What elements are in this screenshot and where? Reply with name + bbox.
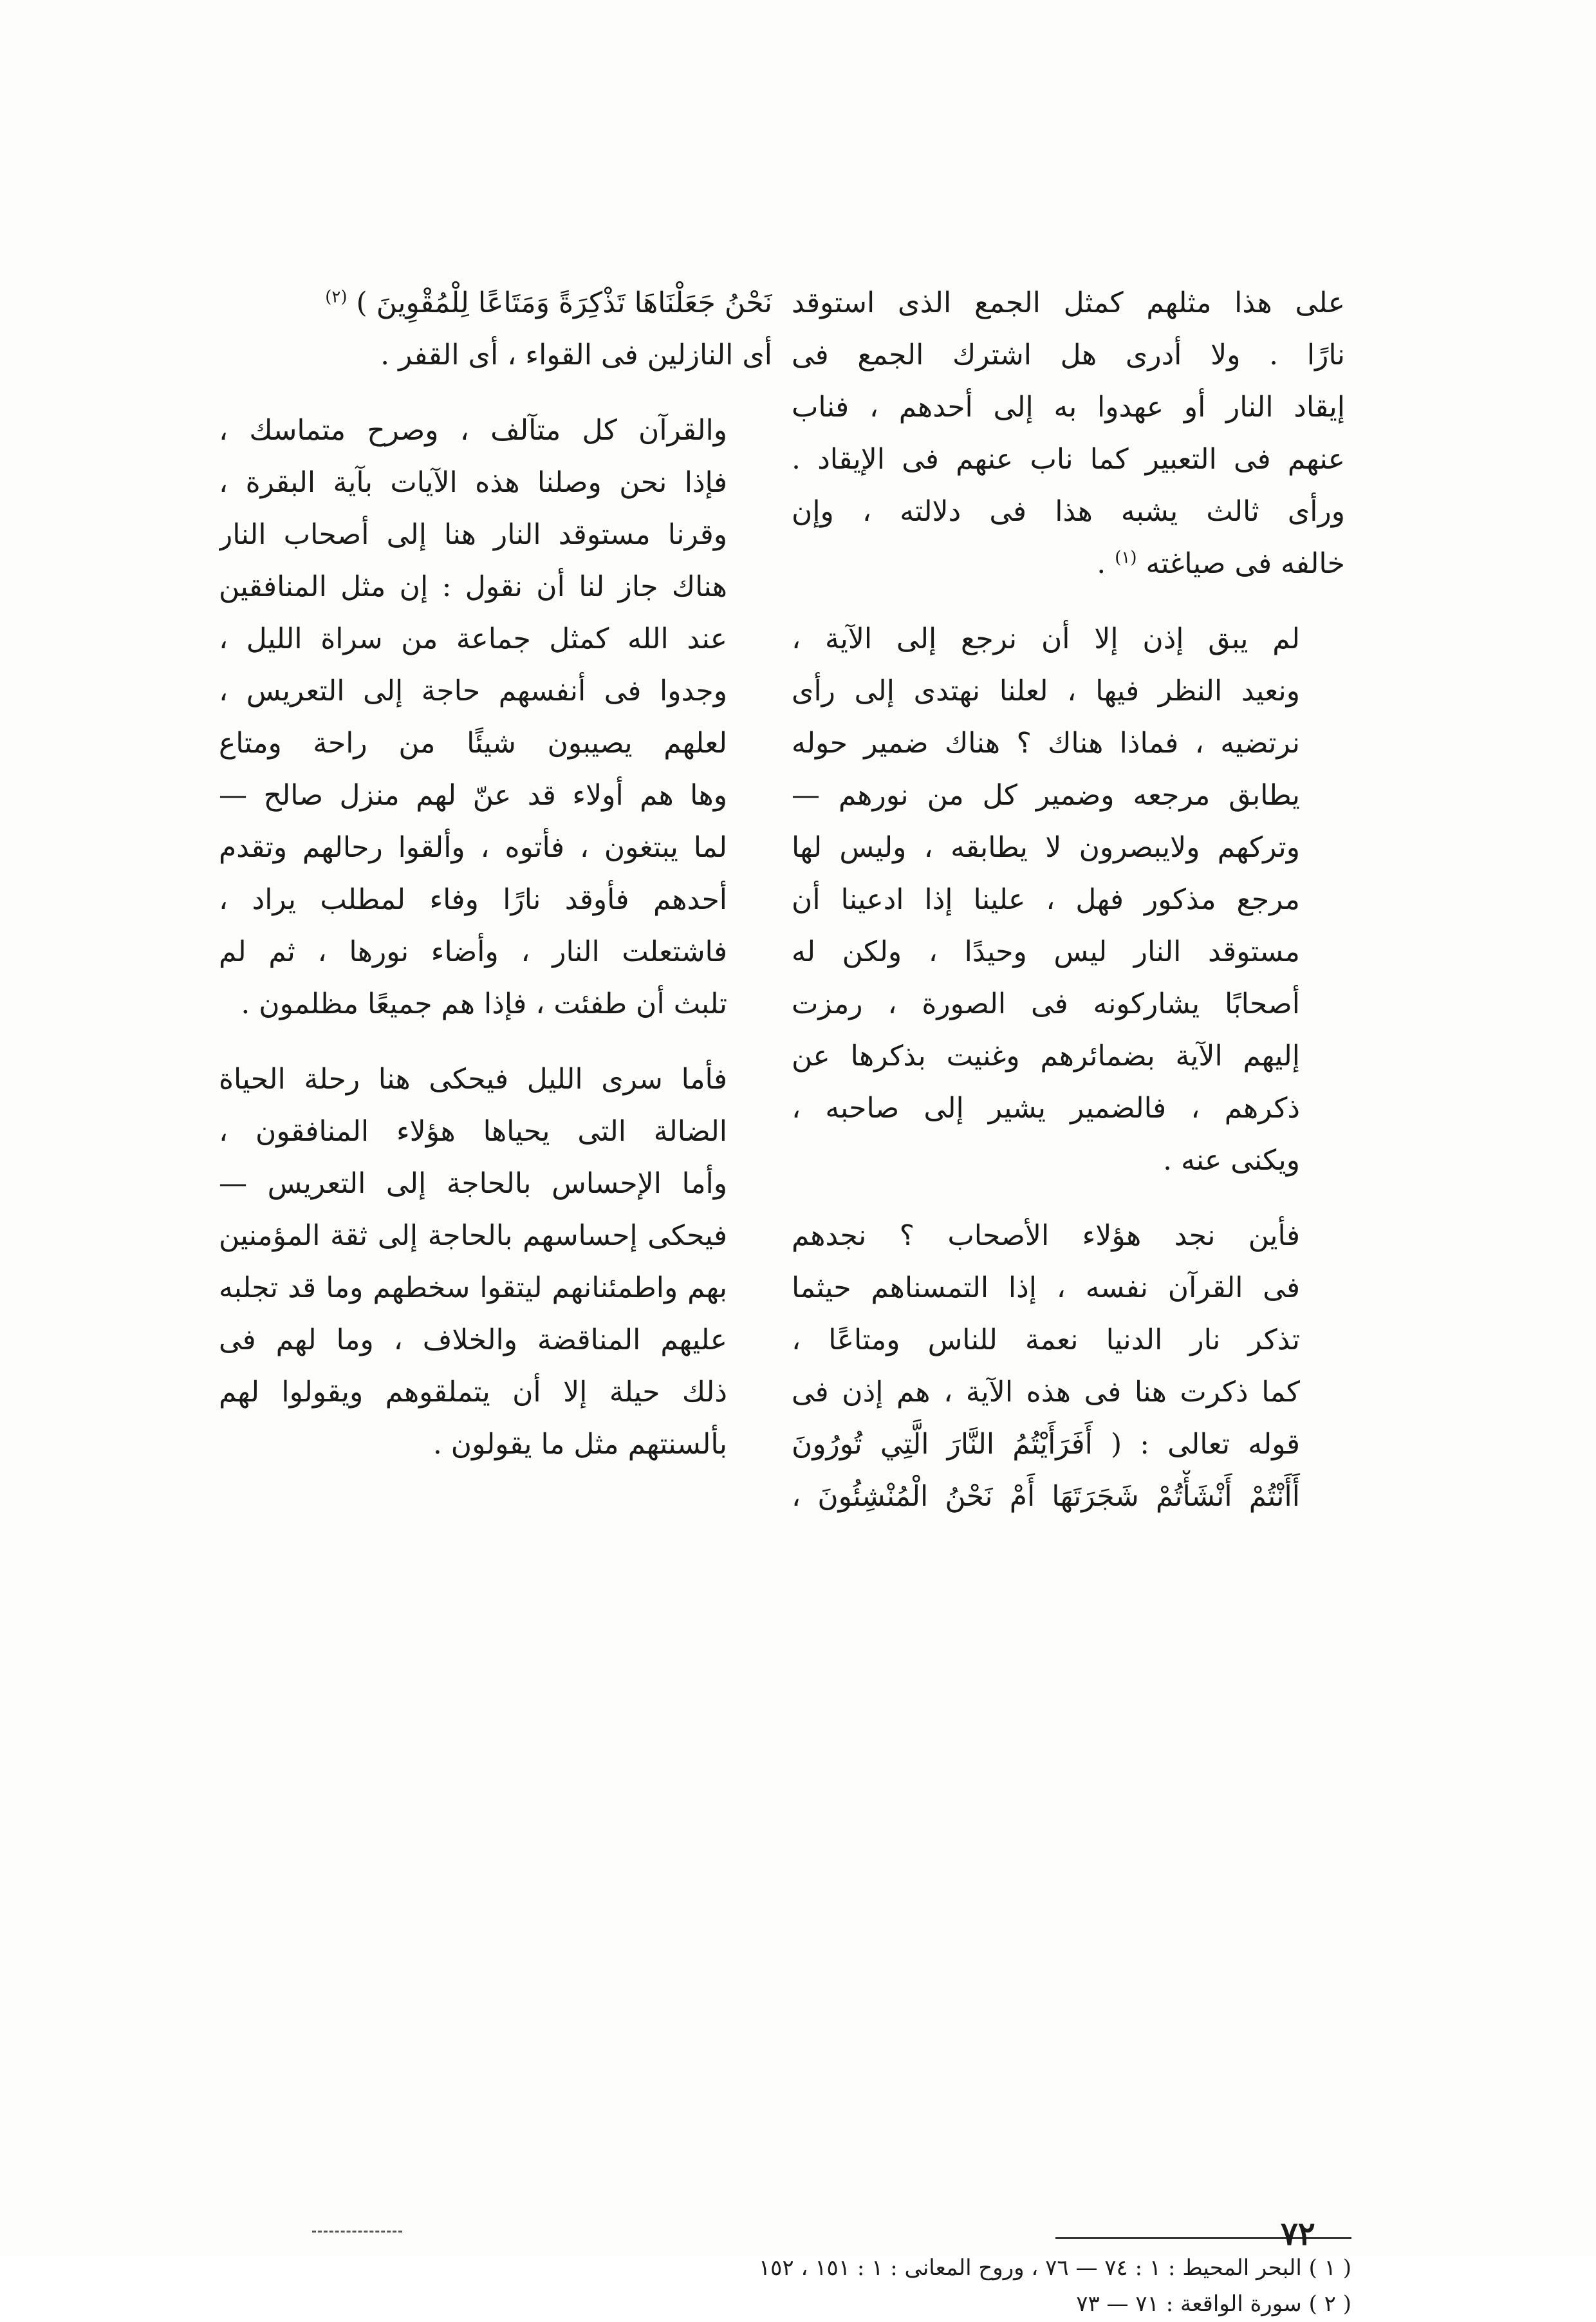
left-paragraph-1 — [219, 277, 772, 381]
text-line: والقرآن كل متآلف ، وصرح متماسك ، — [219, 414, 727, 447]
right-column — [792, 277, 1345, 1522]
text-line: لعلهم يصيبون شيئًا من راحة ومتاع — [219, 727, 727, 760]
text-line: نرتضيه ، فماذا هناك ؟ هناك ضمير حوله — [792, 727, 1300, 760]
left-paragraph-3 — [219, 1053, 772, 1470]
text-line: يطابق مرجعه وضمير كل من نورهم — — [792, 779, 1300, 812]
end-dash-rule — [312, 2231, 402, 2233]
page-number: ٧٢ — [1281, 2214, 1315, 2252]
text-line: أى النازلين فى القواء ، أى القفر . — [380, 339, 772, 371]
text-line: وقرنا مستوقد النار هنا إلى أصحاب النار — [219, 518, 727, 551]
text-line: وتركهم ولايبصرون لا يطابقه ، وليس لها — [792, 831, 1300, 864]
footnote-ref: (٢) — [325, 287, 348, 307]
text-line: ويكنى عنه . — [1163, 1144, 1300, 1177]
footnote-1: ( ١ ) البحر المحيط : ١ : ٧٤ — ٧٦ ، وروح المعانى : ١ : ١٥١ ، ١٥٢ — [758, 2255, 1351, 2281]
text-line: كما ذكرت هنا فى هذه الآية ، هم إذن فى — [792, 1376, 1300, 1409]
text-line: نَحْنُ جَعَلْنَاهَا تَذْكِرَةً وَمَتَاعًا لِلْمُقْوِينَ ) — [356, 286, 772, 319]
text-line: أصحابًا يشاركونه فى الصورة ، رمزت — [792, 988, 1300, 1020]
text-line-with-ref — [219, 277, 772, 329]
text-line: وجدوا فى أنفسهم حاجة إلى التعريس ، — [219, 675, 727, 707]
text-line: خالفه فى صياغته — [1146, 547, 1345, 580]
text-line: فاشتعلت النار ، وأضاء نورها ، ثم لم — [219, 935, 727, 968]
text-line: بهم واطمئنانهم ليتقوا سخطهم وما قد تجلبه — [219, 1271, 727, 1304]
footnotes — [566, 2250, 1351, 2322]
text-line: ذلك حيلة إلا أن يتملقوهم ويقولوا لهم — [219, 1376, 727, 1409]
right-paragraph-1 — [792, 277, 1345, 590]
text-line: الضالة التى يحياها هؤلاء المنافقون ، — [219, 1115, 727, 1148]
footnote-ref: (١) — [1115, 548, 1137, 568]
text-line: عند الله كمثل جماعة من سراة الليل ، — [219, 623, 727, 655]
text-line: وأما الإحساس بالحاجة إلى التعريس — — [219, 1167, 727, 1200]
left-paragraph-2 — [219, 404, 772, 1030]
text-line: فيحكى إحساسهم بالحاجة إلى ثقة المؤمنين — [219, 1219, 727, 1252]
text-line: أَأَنْتُمْ أَنْشَأْتُمْ شَجَرَتَهَا أَمْ نَحْنُ الْمُنْشِئُونَ ، — [792, 1480, 1300, 1513]
text-line: بألسنتهم مثل ما يقولون . — [432, 1428, 727, 1461]
text-line: لما يبتغون ، فأتوه ، وألقوا رحالهم وتقدم — [219, 831, 727, 864]
text-line: أحدهم فأوقد نارًا وفاء لمطلب يراد ، — [219, 883, 727, 916]
footnote-2: ( ٢ ) سورة الواقعة : ٧١ — ٧٣ — [1076, 2291, 1351, 2317]
right-paragraph-2 — [792, 613, 1345, 1186]
text-line: ذكرهم ، فالضمير يشير إلى صاحبه ، — [792, 1092, 1300, 1125]
text-line: إيقاد النار أو عهدوا به إلى أحدهم ، فناب — [792, 391, 1345, 424]
text-line: عنهم فى التعبير كما ناب عنهم فى الإيقاد . — [792, 443, 1345, 476]
text-line: قوله تعالى : ( أَفَرَأَيْتُمُ النَّارَ الَّتِي تُورُونَ — [792, 1428, 1300, 1461]
text-line: تلبث أن طفئت ، فإذا هم جميعًا مظلمون . — [241, 988, 727, 1020]
text-line: فإذا نحن وصلنا هذه الآيات بآية البقرة ، — [219, 466, 727, 499]
text-line: تذكر نار الدنيا نعمة للناس ومتاعًا ، — [792, 1324, 1300, 1356]
text-line: وها هم أولاء قد عنّ لهم منزل صالح — — [219, 779, 727, 812]
text-line: لم يبق إذن إلا أن نرجع إلى الآية ، — [792, 623, 1300, 655]
text-line: مستوقد النار ليس وحيدًا ، ولكن له — [792, 935, 1300, 968]
text-line: فى القرآن نفسه ، إذا التمسناهم حيثما — [792, 1271, 1300, 1304]
text-line: هناك جاز لنا أن نقول : إن مثل المنافقين — [219, 570, 727, 603]
text-line: فأين نجد هؤلاء الأصحاب ؟ نجدهم — [792, 1219, 1300, 1252]
text-line: نارًا . ولا أدرى هل اشترك الجمع فى — [792, 339, 1345, 371]
text-line: عليهم المناقضة والخلاف ، وما لهم فى — [219, 1324, 727, 1356]
text-line: فأما سرى الليل فيحكى هنا رحلة الحياة — [219, 1063, 727, 1096]
right-paragraph-3 — [792, 1210, 1345, 1522]
text-line: على هذا مثلهم كمثل الجمع الذى استوقد — [792, 286, 1345, 319]
text-line-with-ref: خالفه فى صياغته $^{(١)}$ . — [1097, 547, 1345, 580]
text-line: ورأى ثالث يشبه هذا فى دلالته ، وإن — [792, 495, 1345, 528]
text-line: إليهم الآية بضمائرهم وغنيت بذكرها عن — [792, 1040, 1300, 1072]
text-line: ونعيد النظر فيها ، لعلنا نهتدى إلى رأى — [792, 675, 1300, 707]
text-line: مرجع مذكور فهل ، علينا إذا ادعينا أن — [792, 883, 1300, 916]
left-column — [219, 277, 772, 1470]
